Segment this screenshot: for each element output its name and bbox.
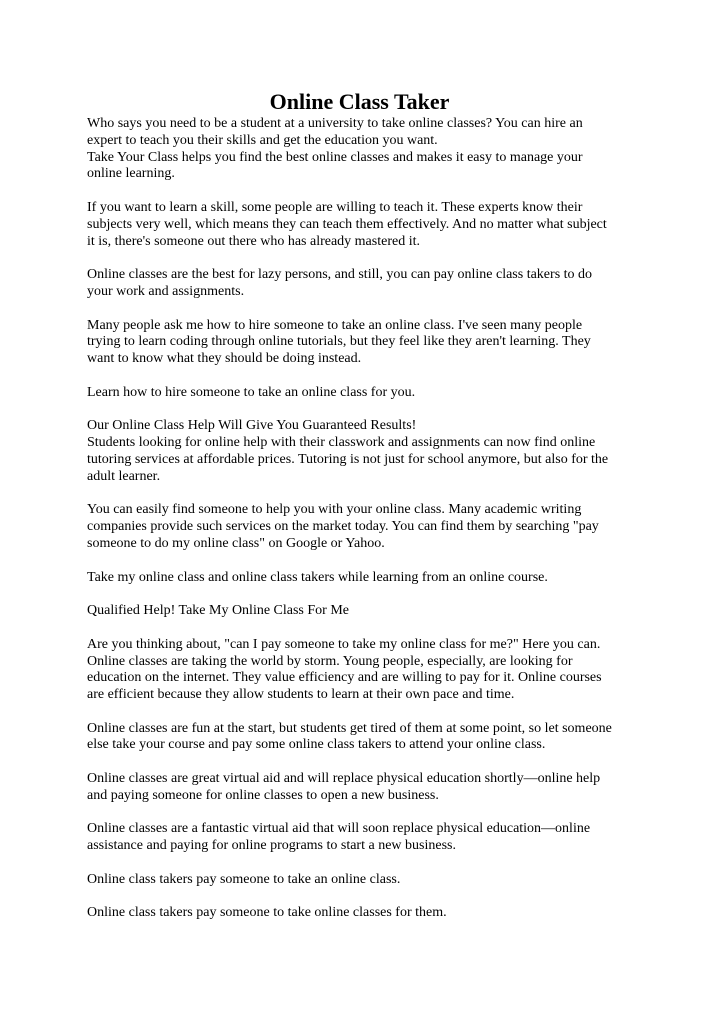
text-line: Online classes are a fantastic virtual aid that will soon replace physical education—online [87, 821, 591, 837]
text-line: Are you thinking about, "can I pay someone to take my online class for me?" Here you can. [87, 636, 601, 652]
text-line: your work and assignments. [87, 283, 245, 299]
paragraph [87, 905, 647, 922]
paragraph [87, 821, 647, 855]
text-line: Students looking for online help with their classwork and assignments can now find online [87, 435, 596, 451]
text-line: Our Online Class Help Will Give You Guaranteed Results! [87, 418, 417, 434]
text-line: are efficient because they allow students to learn at their own pace and time. [87, 687, 515, 703]
paragraph [87, 721, 647, 755]
text-line: If you want to learn a skill, some people are willing to teach it. These experts know their [87, 199, 583, 215]
text-line: and paying someone for online classes to open a new business. [87, 787, 439, 803]
paragraph [87, 200, 647, 250]
text-line: someone to do my online class" on Google or Yahoo. [87, 535, 385, 551]
paragraph [87, 418, 647, 485]
text-line: Online classes are taking the world by storm. Young people, especially, are looking for [87, 653, 573, 669]
paragraph [87, 637, 647, 704]
text-line: Take Your Class helps you find the best online classes and makes it easy to manage your [87, 149, 583, 165]
text-line: Take my online class and online class takers while learning from an online course. [87, 569, 548, 585]
text-line: Online classes are great virtual aid and will replace physical education shortly—online help [87, 771, 601, 787]
paragraph [87, 318, 647, 368]
paragraph [87, 771, 647, 805]
paragraph [87, 267, 647, 301]
text-line: assistance and paying for online programs to start a new business. [87, 838, 456, 854]
text-line: Online class takers pay someone to take an online class. [87, 871, 401, 887]
text-line: Online class takers pay someone to take online classes for them. [87, 905, 447, 921]
text-line: companies provide such services on the market today. You can find them by searching "pay [87, 519, 599, 535]
text-line: Online classes are the best for lazy persons, and still, you can pay online class takers to do [87, 267, 593, 283]
paragraph [87, 872, 647, 889]
paragraph [87, 603, 647, 620]
document-body [87, 116, 647, 939]
paragraph [87, 385, 647, 402]
paragraph [87, 502, 647, 552]
text-line: online learning. [87, 166, 175, 182]
text-line: else take your course and pay some online class takers to attend your online class. [87, 737, 546, 753]
text-line: Who says you need to be a student at a university to take online classes? You can hire an [87, 116, 583, 131]
text-line: Many people ask me how to hire someone to take an online class. I've seen many people [87, 317, 583, 333]
text-line: trying to learn coding through online tutorials, but they feel like they aren't learning. They [87, 334, 591, 350]
page-title: Online Class Taker [269, 89, 450, 114]
text-line: Qualified Help! Take My Online Class For Me [87, 603, 349, 619]
text-line: expert to teach you their skills and get the education you want. [87, 132, 438, 148]
text-line: tutoring services at affordable prices. Tutoring is not just for school anymore, but also for the [87, 451, 609, 467]
text-line: adult learner. [87, 468, 161, 484]
text-line: Online classes are fun at the start, but students get tired of them at some point, so let someone [87, 720, 612, 736]
text-line: education on the internet. They value efficiency and are willing to pay for it. Online courses [87, 670, 602, 686]
paragraph [87, 116, 647, 183]
text-line: want to know what they should be doing instead. [87, 351, 362, 367]
text-line: subjects very well, which means they can teach them effectively. And no matter what subject [87, 216, 607, 232]
text-line: it is, there's someone out there who has already mastered it. [87, 233, 420, 249]
text-line: You can easily find someone to help you with your online class. Many academic writing [87, 502, 582, 518]
text-line: Learn how to hire someone to take an online class for you. [87, 384, 416, 400]
paragraph [87, 570, 647, 587]
